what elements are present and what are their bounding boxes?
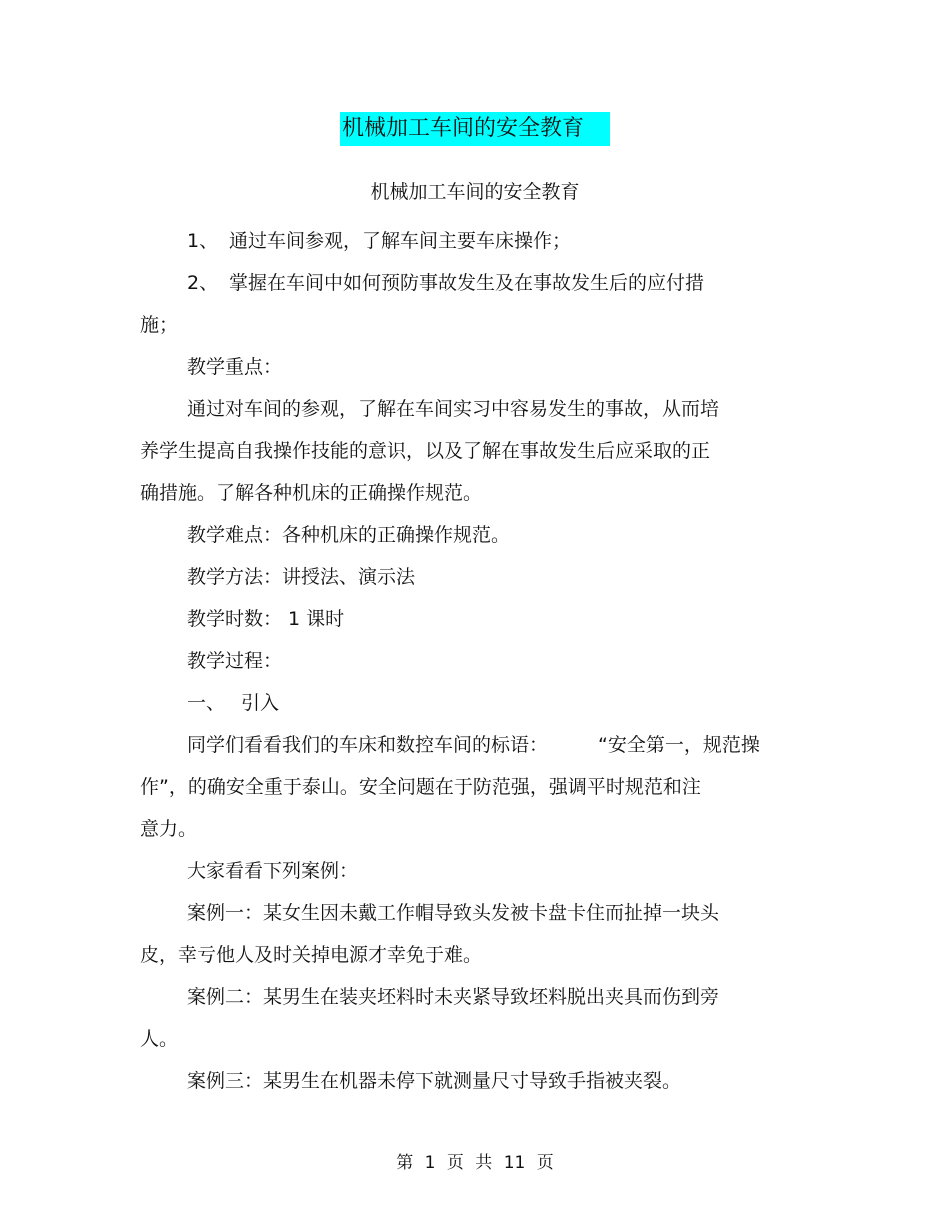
case-1-line-1: 案例一：某女生因未戴工作帽导致头发被卡盘卡住而扯掉一块头: [187, 902, 720, 924]
intro-line-1: [140, 724, 820, 766]
section-1-heading: [140, 682, 820, 724]
key-points-label: 教学重点：: [187, 356, 283, 378]
teaching-methods: 教学方法：讲授法、演示法: [187, 566, 416, 588]
case-1-line-2: 皮，幸亏他人及时关掉电源才幸免于难。: [140, 944, 483, 966]
objective-1: [140, 220, 820, 262]
objective-2: [140, 262, 820, 304]
key-points-line-1: 通过对车间的参观，了解在车间实习中容易发生的事故，从而培: [187, 398, 720, 420]
case-2-line-2: 人。: [140, 1028, 179, 1050]
teaching-hours: 教学时数： 1 课时: [187, 608, 345, 630]
section-1-number: 一、: [187, 692, 226, 714]
teaching-difficulty: 教学难点：各种机床的正确操作规范。: [187, 524, 511, 546]
key-points-line-3: 确措施。了解各种机床的正确操作规范。: [140, 482, 483, 504]
objective-2-number: 2、: [187, 272, 219, 294]
objective-1-number: 1、: [187, 230, 219, 252]
teaching-process-label: 教学过程：: [187, 650, 283, 672]
objective-2-continuation: 施；: [140, 314, 179, 336]
section-1-title: 引入: [241, 692, 280, 714]
objective-2-text: 掌握在车间中如何预防事故发生及在事故发生后的应付措: [229, 272, 705, 294]
objective-1-text: 通过车间参观，了解车间主要车床操作；: [229, 230, 572, 252]
title-container: [0, 112, 950, 146]
document-subtitle: 机械加工车间的安全教育: [370, 181, 580, 203]
page-footer: 第 1 页 共 11 页: [396, 1153, 554, 1173]
intro-line-1-b: “安全第一，规范操: [598, 734, 760, 756]
intro-line-3: 意力。: [140, 818, 198, 840]
intro-line-1-a: 同学们看看我们的车床和数控车间的标语：: [187, 734, 549, 756]
key-points-line-2: 养学生提高自我操作技能的意识，以及了解在事故发生后应采取的正: [140, 440, 711, 462]
case-2-line-1: 案例二：某男生在装夹坯料时未夹紧导致坯料脱出夹具而伤到旁: [187, 986, 720, 1008]
document-title: 机械加工车间的安全教育: [340, 112, 610, 146]
cases-intro: 大家看看下列案例：: [187, 860, 359, 882]
intro-line-2: 作”，的确安全重于泰山。安全问题在于防范强，强调平时规范和注: [140, 776, 701, 798]
case-3: 案例三：某男生在机器未停下就测量尺寸导致手指被夹裂。: [187, 1070, 682, 1092]
document-body: [140, 220, 820, 1102]
